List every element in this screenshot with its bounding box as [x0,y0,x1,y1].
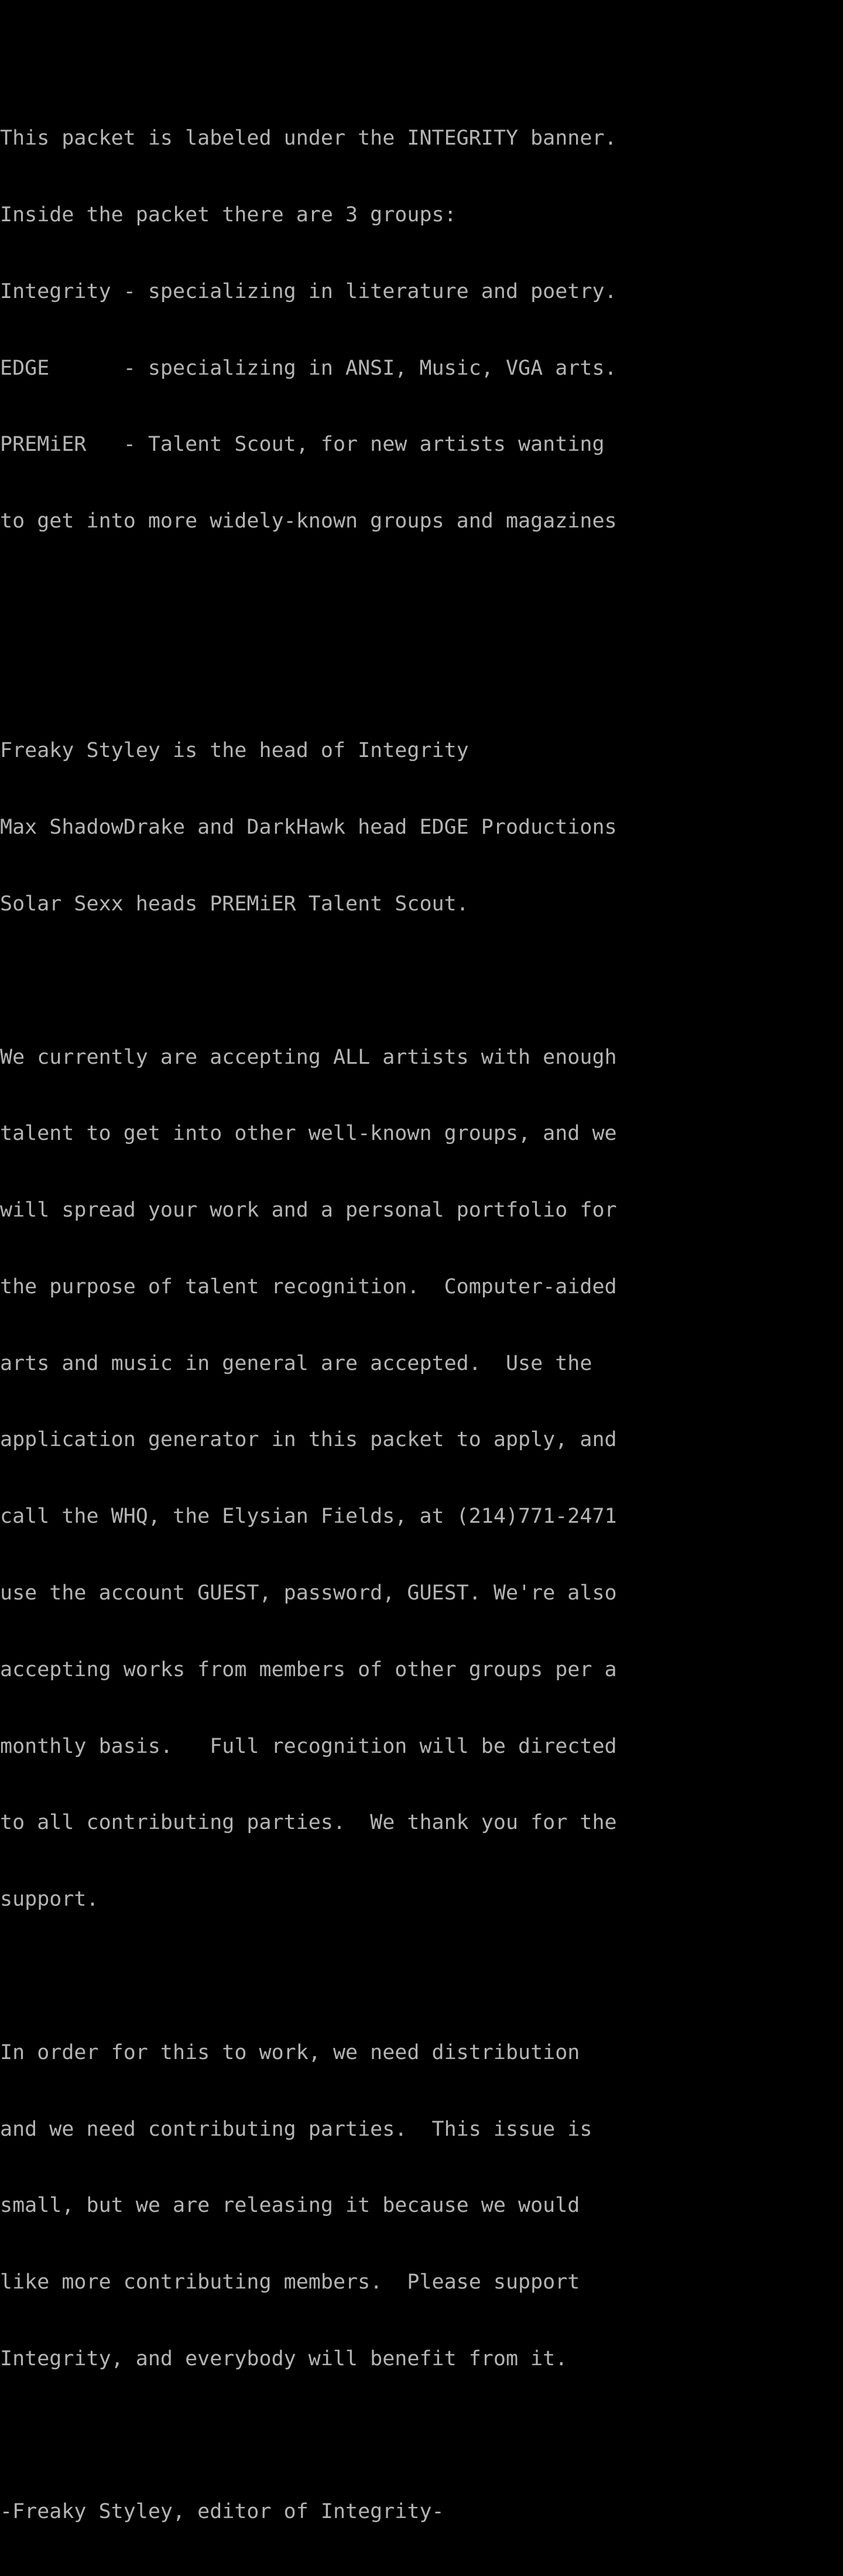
terminal-line: This packet is labeled under the INTEGRITY banner. [0,126,617,150]
terminal-line: to get into more widely-known groups and magazines [0,509,617,533]
terminal-line: Max ShadowDrake and DarkHawk head EDGE Productions [0,816,617,840]
terminal-line: the purpose of talent recognition. Computer-aided [0,1275,617,1299]
terminal-line-blank [0,1964,843,1989]
terminal-line: Integrity, and everybody will benefit from it. [0,2347,568,2371]
terminal-line: monthly basis. Full recognition will be directed [0,1734,617,1758]
terminal-line: will spread your work and a personal portfolio for [0,1198,617,1222]
terminal-line: Freaky Styley is the head of Integrity [0,739,469,763]
terminal-line-blank [0,662,843,688]
terminal-line-signature: -Freaky Styley, editor of Integrity- [0,2500,444,2524]
terminal-line: PREMiER - Talent Scout, for new artists wanting [0,433,605,457]
terminal-line: small, but we are releasing it because we would [0,2194,580,2218]
terminal-line: application generator in this packet to apply, and [0,1428,617,1452]
terminal-line: like more contributing members. Please support [0,2270,580,2294]
terminal-line: call the WHQ, the Elysian Fields, at (214)771-2471 [0,1505,617,1529]
terminal-text-block [0,75,843,2576]
terminal-line: accepting works from members of other groups per a [0,1657,617,1681]
terminal-line: and we need contributing parties. This issue is [0,2117,592,2141]
terminal-line: Inside the packet there are 3 groups: [0,203,457,227]
terminal-line: Integrity - specializing in literature and poetry. [0,279,617,303]
terminal-line-blank [0,2423,843,2449]
terminal-line: Solar Sexx heads PREMiER Talent Scout. [0,892,469,916]
terminal-line: arts and music in general are accepted. Use the [0,1351,592,1375]
terminal-line-blank [0,968,843,994]
terminal-line: We currently are accepting ALL artists with enough [0,1045,617,1069]
terminal-line-blank [0,585,843,611]
terminal-line: support. [0,1888,99,1912]
terminal-line: EDGE - specializing in ANSI, Music, VGA arts. [0,356,617,380]
terminal-line: to all contributing parties. We thank you for the [0,1811,617,1835]
terminal-line: use the account GUEST, password, GUEST. We're also [0,1581,617,1605]
terminal-line: talent to get into other well-known groups, and we [0,1122,617,1146]
terminal-line: In order for this to work, we need distribution [0,2040,580,2064]
